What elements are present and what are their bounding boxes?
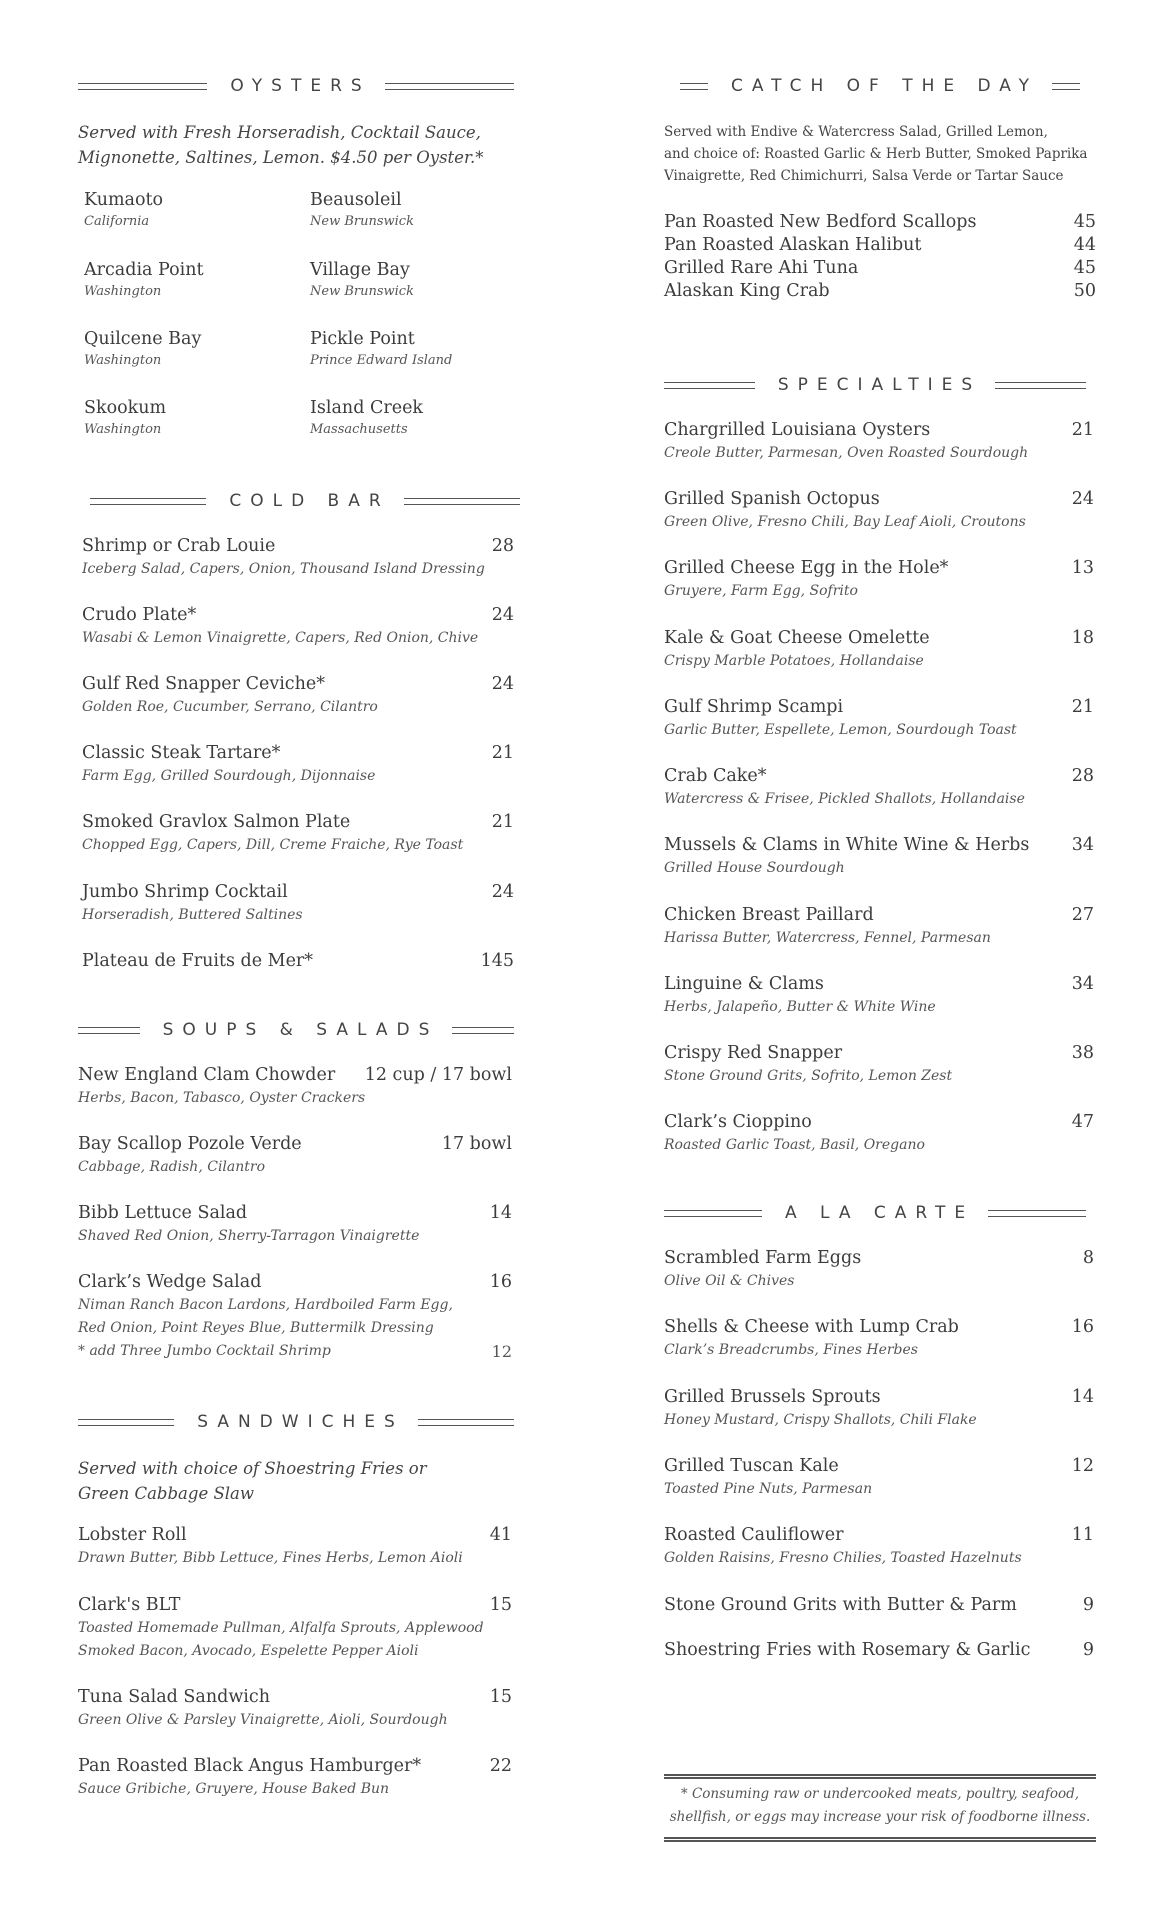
header-rule xyxy=(385,83,514,90)
menu-item xyxy=(78,1593,514,1663)
oyster-item xyxy=(84,188,299,232)
item-name: Grilled Cheese Egg in the Hole* xyxy=(664,558,949,578)
item-name: Gulf Red Snapper Ceviche* xyxy=(82,674,325,694)
item-price: 28 xyxy=(1071,766,1094,786)
item-name: New England Clam Chowder xyxy=(78,1065,336,1085)
item-desc: Niman Ranch Bacon Lardons, Hardboiled Farm Egg, xyxy=(78,1297,453,1313)
menu-item xyxy=(664,903,1096,950)
oyster-name: Beausoleil xyxy=(310,190,402,210)
item-desc: Herbs, Bacon, Tabasco, Oyster Crackers xyxy=(78,1090,366,1106)
item-price: 145 xyxy=(480,951,514,971)
item-desc: Drawn Butter, Bibb Lettuce, Fines Herbs, Lemon Aioli xyxy=(78,1550,463,1566)
oyster-region: Prince Edward Island xyxy=(310,353,453,368)
menu-item xyxy=(664,556,1096,603)
menu-item xyxy=(664,1385,1096,1432)
item-name: Pan Roasted Black Angus Hamburger* xyxy=(78,1756,422,1776)
oyster-item xyxy=(84,258,299,302)
menu-item xyxy=(664,1523,1096,1570)
item-price: 12 xyxy=(1071,1456,1094,1476)
item-desc: Toasted Homemade Pullman, Alfalfa Sprouts, Applewood xyxy=(78,1620,484,1636)
oyster-name: Island Creek xyxy=(310,398,424,418)
item-name: Bay Scallop Pozole Verde xyxy=(78,1134,302,1154)
item-name: Scrambled Farm Eggs xyxy=(664,1248,862,1268)
menu-item xyxy=(82,949,516,973)
menu-item xyxy=(664,833,1096,880)
item-price: 22 xyxy=(489,1756,512,1776)
item-desc: Grilled House Sourdough xyxy=(664,860,845,876)
item-name: Grilled Spanish Octopus xyxy=(664,489,880,509)
item-price: 27 xyxy=(1071,905,1094,925)
item-desc: Creole Butter, Parmesan, Oven Roasted Sourdough xyxy=(664,445,1029,461)
intro-line: Vinaigrette, Red Chimichurri, Salsa Verde or Tartar Sauce xyxy=(664,168,1064,184)
item-desc: Crispy Marble Potatoes, Hollandaise xyxy=(664,653,924,669)
item-price: 24 xyxy=(1071,489,1094,509)
oyster-name: Kumaoto xyxy=(84,190,164,210)
menu-item xyxy=(78,1685,514,1732)
intro-line: Green Cabbage Slaw xyxy=(78,1484,255,1503)
menu-item xyxy=(664,1638,1096,1662)
section-title: OYSTERS xyxy=(230,76,371,96)
header-rule xyxy=(78,1027,140,1034)
item-name: Shells & Cheese with Lump Crab xyxy=(664,1317,959,1337)
footnote-line: shellfish, or eggs may increase your risk of foodborne illness. xyxy=(669,1809,1091,1825)
item-price: 21 xyxy=(491,743,514,763)
item-price: 12 cup / 17 bowl xyxy=(364,1065,512,1085)
item-price: 13 xyxy=(1071,558,1094,578)
oyster-name: Village Bay xyxy=(310,260,410,280)
intro-line: Served with Endive & Watercress Salad, Grilled Lemon, xyxy=(664,124,1048,140)
specialties-header xyxy=(664,373,1086,397)
item-price: 21 xyxy=(1071,420,1094,440)
item-name: Plateau de Fruits de Mer* xyxy=(82,951,314,971)
menu-item xyxy=(664,626,1096,673)
item-price: 34 xyxy=(1071,835,1094,855)
item-desc: Cabbage, Radish, Cilantro xyxy=(78,1159,266,1175)
item-price: 41 xyxy=(489,1525,512,1545)
header-rule xyxy=(78,83,207,90)
item-price: 17 bowl xyxy=(441,1134,512,1154)
menu-item xyxy=(78,1754,514,1801)
header-rule xyxy=(680,83,708,90)
oyster-item xyxy=(84,396,299,440)
menu-item xyxy=(82,810,516,857)
item-desc: Clark’s Breadcrumbs, Fines Herbes xyxy=(664,1342,918,1358)
oyster-item xyxy=(310,258,525,302)
item-name: Crispy Red Snapper xyxy=(664,1043,843,1063)
section-title: SOUPS & SALADS xyxy=(162,1020,439,1040)
item-desc: Green Olive & Parsley Vinaigrette, Aioli, Sourdough xyxy=(78,1712,448,1728)
catch-item xyxy=(664,280,1096,303)
menu-item xyxy=(664,695,1096,742)
menu-item xyxy=(664,1110,1096,1157)
section-title: COLD BAR xyxy=(229,491,390,511)
item-name: Roasted Cauliflower xyxy=(664,1525,844,1545)
oyster-region: Massachusetts xyxy=(310,422,408,437)
item-name: Chargrilled Louisiana Oysters xyxy=(664,420,931,440)
section-title: SANDWICHES xyxy=(197,1412,404,1432)
item-name: Clark’s Wedge Salad xyxy=(78,1272,262,1292)
header-rule xyxy=(452,1027,514,1034)
menu-item xyxy=(78,1523,514,1570)
soups-salads-header xyxy=(78,1018,514,1042)
cold-bar-header xyxy=(90,489,520,513)
sandwiches-intro xyxy=(78,1456,514,1506)
item-price: 24 xyxy=(491,674,514,694)
catch-list xyxy=(664,211,1096,303)
oyster-item xyxy=(310,327,525,371)
item-desc: Stone Ground Grits, Sofrito, Lemon Zest xyxy=(664,1068,953,1084)
item-desc: Farm Egg, Grilled Sourdough, Dijonnaise xyxy=(82,768,376,784)
oyster-region: California xyxy=(84,214,150,229)
item-desc: Green Olive, Fresno Chili, Bay Leaf Aioli, Croutons xyxy=(664,514,1026,530)
item-desc: Smoked Bacon, Avocado, Espelette Pepper Aioli xyxy=(78,1643,419,1659)
item-name: Lobster Roll xyxy=(78,1525,187,1545)
item-price: 14 xyxy=(1071,1387,1094,1407)
item-name: Gulf Shrimp Scampi xyxy=(664,697,844,717)
item-desc: Wasabi & Lemon Vinaigrette, Capers, Red Onion, Chive xyxy=(82,630,479,646)
oyster-name: Arcadia Point xyxy=(84,260,204,280)
item-desc: Chopped Egg, Capers, Dill, Creme Fraiche, Rye Toast xyxy=(82,837,464,853)
item-desc: Olive Oil & Chives xyxy=(664,1273,795,1289)
catch-item xyxy=(664,257,1096,280)
menu-item xyxy=(664,1246,1096,1293)
item-price: 34 xyxy=(1071,974,1094,994)
item-desc: Shaved Red Onion, Sherry-Tarragon Vinaigrette xyxy=(78,1228,420,1244)
item-desc: Herbs, Jalapeño, Butter & White Wine xyxy=(664,999,936,1015)
item-name: Grilled Brussels Sprouts xyxy=(664,1387,881,1407)
oyster-item xyxy=(84,327,299,371)
item-price: 50 xyxy=(1073,281,1096,301)
oyster-region: New Brunswick xyxy=(310,214,414,229)
header-rule xyxy=(418,1419,514,1426)
item-price: 9 xyxy=(1082,1640,1094,1660)
item-price: 11 xyxy=(1071,1525,1094,1545)
header-rule xyxy=(90,498,206,505)
oyster-region: Washington xyxy=(84,422,162,437)
item-name: Clark’s Cioppino xyxy=(664,1112,812,1132)
header-rule xyxy=(664,382,755,389)
oyster-region: New Brunswick xyxy=(310,284,414,299)
item-name: Alaskan King Crab xyxy=(664,281,830,301)
menu-item xyxy=(78,1063,514,1110)
item-name: Mussels & Clams in White Wine & Herbs xyxy=(664,835,1030,855)
header-rule xyxy=(995,382,1086,389)
item-addon: * add Three Jumbo Cocktail Shrimp xyxy=(78,1343,331,1359)
menu-item xyxy=(664,764,1096,811)
menu-item xyxy=(78,1132,514,1179)
item-name: Shoestring Fries with Rosemary & Garlic xyxy=(664,1640,1031,1660)
item-desc: Iceberg Salad, Capers, Onion, Thousand Island Dressing xyxy=(82,561,485,577)
menu-item xyxy=(664,1041,1096,1088)
item-desc: Golden Roe, Cucumber, Serrano, Cilantro xyxy=(82,699,378,715)
oyster-region: Washington xyxy=(84,353,162,368)
catch-item xyxy=(664,211,1096,234)
header-rule xyxy=(78,1419,174,1426)
intro-line: and choice of: Roasted Garlic & Herb Butter, Smoked Paprika xyxy=(664,146,1088,162)
item-price: 21 xyxy=(491,812,514,832)
item-name: Crab Cake* xyxy=(664,766,767,786)
item-price: 24 xyxy=(491,605,514,625)
menu-item xyxy=(664,972,1096,1019)
item-price: 14 xyxy=(489,1203,512,1223)
oysters-header xyxy=(78,74,514,98)
item-name: Classic Steak Tartare* xyxy=(82,743,281,763)
item-name: Clark's BLT xyxy=(78,1595,181,1615)
intro-line: Served with Fresh Horseradish, Cocktail Sauce, xyxy=(78,123,481,142)
item-name: Crudo Plate* xyxy=(82,605,197,625)
item-price: 15 xyxy=(489,1595,512,1615)
catch-intro xyxy=(664,121,1096,187)
section-title: A LA CARTE xyxy=(784,1203,975,1223)
item-name: Shrimp or Crab Louie xyxy=(82,536,276,556)
item-desc: Golden Raisins, Fresno Chilies, Toasted Hazelnuts xyxy=(664,1550,1022,1566)
menu-item xyxy=(664,487,1096,534)
item-price: 9 xyxy=(1082,1595,1094,1615)
sandwiches-header xyxy=(78,1410,514,1434)
item-price: 47 xyxy=(1071,1112,1094,1132)
item-price: 16 xyxy=(1071,1317,1094,1337)
item-price: 8 xyxy=(1082,1248,1094,1268)
intro-line: Mignonette, Saltines, Lemon. $4.50 per Oyster.* xyxy=(78,148,484,167)
item-name: Grilled Tuscan Kale xyxy=(664,1456,839,1476)
item-desc: Toasted Pine Nuts, Parmesan xyxy=(664,1481,873,1497)
item-desc: Sauce Gribiche, Gruyere, House Baked Bun xyxy=(78,1781,390,1797)
item-name: Smoked Gravlox Salmon Plate xyxy=(82,812,351,832)
menu-item xyxy=(82,534,516,581)
header-rule xyxy=(1052,83,1080,90)
item-price: 38 xyxy=(1071,1043,1094,1063)
item-name: Grilled Rare Ahi Tuna xyxy=(664,258,859,278)
menu-item xyxy=(664,1315,1096,1362)
item-desc: Horseradish, Buttered Saltines xyxy=(82,907,303,923)
header-rule xyxy=(988,1210,1086,1217)
oyster-item xyxy=(310,396,525,440)
item-desc: Red Onion, Point Reyes Blue, Buttermilk Dressing xyxy=(78,1320,434,1336)
menu-item xyxy=(82,741,516,788)
item-addon-price: 12 xyxy=(491,1342,512,1361)
item-desc: Harissa Butter, Watercress, Fennel, Parmesan xyxy=(664,930,991,946)
item-price: 45 xyxy=(1073,258,1096,278)
catch-item xyxy=(664,234,1096,257)
item-price: 28 xyxy=(491,536,514,556)
item-name: Bibb Lettuce Salad xyxy=(78,1203,248,1223)
item-desc: Watercress & Frisee, Pickled Shallots, Hollandaise xyxy=(664,791,1025,807)
item-desc: Roasted Garlic Toast, Basil, Oregano xyxy=(664,1137,925,1153)
menu-item xyxy=(82,672,516,719)
a-la-carte-header xyxy=(664,1201,1086,1225)
oyster-name: Quilcene Bay xyxy=(84,329,202,349)
menu-item xyxy=(82,880,516,927)
menu-item xyxy=(664,418,1096,465)
section-title: CATCH OF THE DAY xyxy=(731,76,1038,96)
item-name: Chicken Breast Paillard xyxy=(664,905,874,925)
item-price: 18 xyxy=(1071,628,1094,648)
oyster-region: Washington xyxy=(84,284,162,299)
item-desc: Gruyere, Farm Egg, Sofrito xyxy=(664,583,858,599)
item-name: Linguine & Clams xyxy=(664,974,824,994)
item-price: 16 xyxy=(489,1272,512,1292)
item-price: 45 xyxy=(1073,212,1096,232)
intro-line: Served with choice of Shoestring Fries or xyxy=(78,1459,427,1478)
item-name: Pan Roasted New Bedford Scallops xyxy=(664,212,977,232)
menu-item xyxy=(78,1270,514,1363)
item-name: Tuna Salad Sandwich xyxy=(78,1687,270,1707)
oyster-name: Skookum xyxy=(84,398,167,418)
item-desc: Honey Mustard, Crispy Shallots, Chili Flake xyxy=(664,1412,977,1428)
oyster-name: Pickle Point xyxy=(310,329,415,349)
item-name: Kale & Goat Cheese Omelette xyxy=(664,628,930,648)
menu-item xyxy=(82,603,516,650)
header-rule xyxy=(404,498,520,505)
catch-header xyxy=(664,74,1096,98)
footnote-box xyxy=(664,1774,1096,1842)
footnote-line: * Consuming raw or undercooked meats, poultry, seafood, xyxy=(680,1786,1080,1802)
item-price: 24 xyxy=(491,882,514,902)
item-price: 15 xyxy=(489,1687,512,1707)
menu-item xyxy=(78,1201,514,1248)
item-name: Pan Roasted Alaskan Halibut xyxy=(664,235,922,255)
item-name: Jumbo Shrimp Cocktail xyxy=(82,882,288,902)
item-price: 21 xyxy=(1071,697,1094,717)
oyster-item xyxy=(310,188,525,232)
header-rule xyxy=(664,1210,762,1217)
oysters-intro xyxy=(78,120,514,170)
menu-item xyxy=(664,1593,1096,1617)
item-price: 44 xyxy=(1073,235,1096,255)
item-desc: Garlic Butter, Espellete, Lemon, Sourdough Toast xyxy=(664,722,1017,738)
menu-item xyxy=(664,1454,1096,1501)
item-name: Stone Ground Grits with Butter & Parm xyxy=(664,1595,1017,1615)
section-title: SPECIALTIES xyxy=(777,375,982,395)
